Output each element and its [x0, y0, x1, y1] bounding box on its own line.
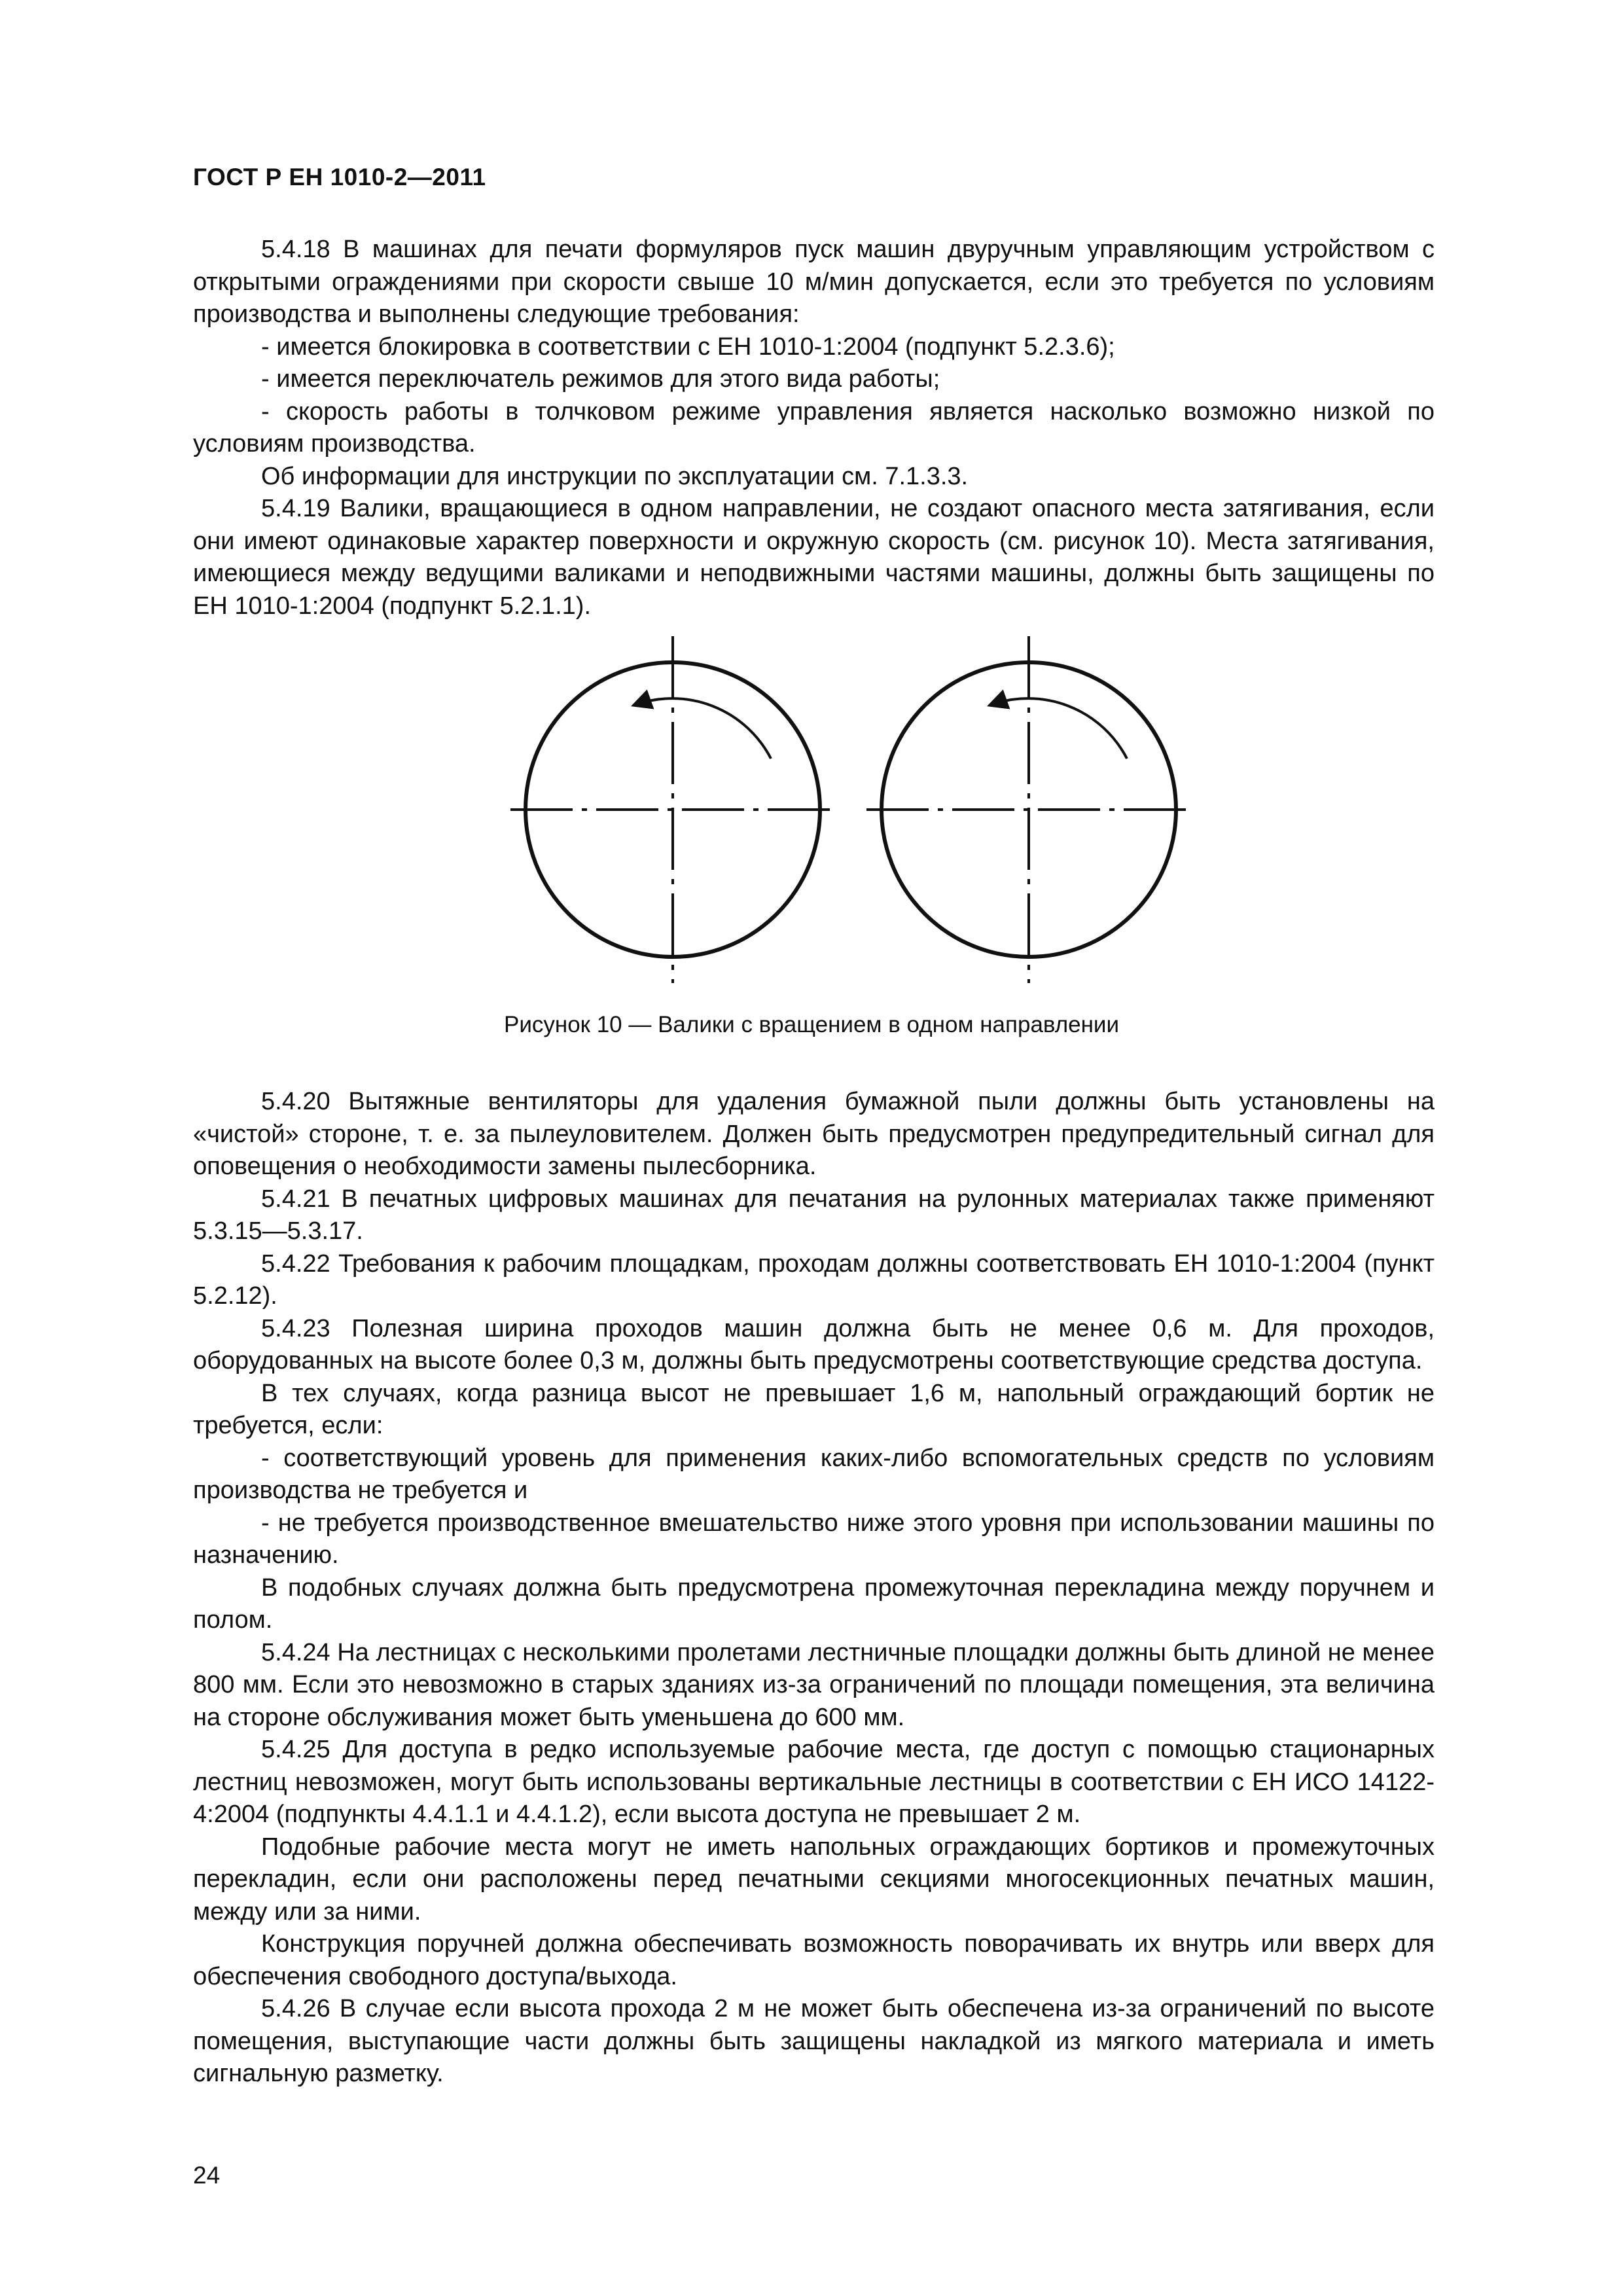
- list-item: - соответствующий уровень для применения каких-либо вспомогательных средств по условиям производства не требуется и: [193, 1444, 1435, 1504]
- paragraph-5-4-22: 5.4.22 Требования к рабочим площадкам, проходам должны соответствовать ЕН 1010-1:2004 (пункт 5.2.12).: [193, 1249, 1435, 1310]
- paragraph: Конструкция поручней должна обеспечивать возможность поворачивать их внутрь или вверх для обеспечения свободного доступа/выхода.: [193, 1930, 1435, 1990]
- paragraph: В подобных случаях должна быть предусмотрена промежуточная перекладина между поручнем и полом.: [193, 1573, 1435, 1634]
- paragraph-5-4-20: 5.4.20 Вытяжные вентиляторы для удаления бумажной пыли должны быть установлены на «чистой» стороне, т. е. за пылеуловителем. Должен быть предусмотрен предупредительный сигнал для оповещения о необходимости замены пылесборника.: [193, 1088, 1435, 1180]
- paragraph: В тех случаях, когда разница высот не превышает 1,6 м, напольный ограждающий бортик не требуется, если:: [193, 1379, 1435, 1439]
- paragraph-note: Об информации для инструкции по эксплуатации см. 7.1.3.3.: [261, 462, 969, 490]
- list-item: - имеется переключатель режимов для этого вида работы;: [261, 365, 940, 393]
- paragraph-5-4-24: 5.4.24 На лестницах с несколькими пролетами лестничные площадки должны быть длиной не менее 800 мм. Если это невозможно в старых зданиях из-за ограничений по площади помещения, эта величина на стороне обслуживания может быть уменьшена до 600 мм.: [193, 1638, 1435, 1731]
- paragraph-5-4-19: 5.4.19 Валики, вращающиеся в одном направлении, не создают опасного места затягивания, если они имеют одинаковые характер поверхности и окружную скорость (см. рисунок 10). Места затягивания, имеющиеся между ведущими валиками и неподвижными частями машины, должны быть защищены по ЕН 1010-1:2004 (подпункт 5.2.1.1).: [193, 495, 1435, 620]
- rotation-arrow-left-icon: [635, 698, 771, 759]
- figure-caption: Рисунок 10 — Валики с вращением в одном направлении: [503, 1012, 1120, 1037]
- paragraph-5-4-21: 5.4.21 В печатных цифровых машинах для печатания на рулонных материалах также применяют 5.3.15—5.3.17.: [193, 1185, 1435, 1245]
- paragraph-5-4-23: 5.4.23 Полезная ширина проходов машин должна быть не менее 0,6 м. Для проходов, оборудованных на высоте более 0,3 м, должны быть предусмотрены соответствующие средства доступа.: [193, 1314, 1435, 1374]
- document-header: ГОСТ Р ЕН 1010-2—2011: [193, 164, 486, 190]
- page-number: 24: [193, 2162, 221, 2189]
- list-item: - не требуется производственное вмешательство ниже этого уровня при использовании машины по назначению.: [193, 1509, 1435, 1569]
- rotation-arrow-right-icon: [991, 698, 1127, 759]
- paragraph: Подобные рабочие места могут не иметь напольных ограждающих бортиков и промежуточных перекладин, если они расположены перед печатными секциями многосекционных печатных машин, между или за ними.: [193, 1833, 1435, 1926]
- two-rollers-same-rotation-diagram: [510, 636, 1194, 983]
- text-block-lower: [193, 1086, 1435, 2090]
- paragraph-5-4-25: 5.4.25 Для доступа в редко используемые рабочие места, где доступ с помощью стационарных лестниц невозможен, могут быть использованы вертикальные лестницы в соответствии с ЕН ИСО 14122-4:2004 (подпункты 4.4.1.1 и 4.4.1.2), если высота доступа не превышает 2 м.: [193, 1736, 1435, 1828]
- list-item: - имеется блокировка в соответствии с ЕН 1010-1:2004 (подпункт 5.2.3.6);: [261, 332, 1115, 361]
- text-block-upper: [193, 234, 1435, 622]
- centerlines: [510, 636, 1194, 983]
- paragraph-5-4-26: 5.4.26 В случае если высота прохода 2 м не может быть обеспечена из-за ограничений по высоте помещения, выступающие части должны быть защищены накладкой из мягкого материала и иметь сигнальную разметку.: [193, 1995, 1435, 2087]
- list-item: - скорость работы в толчковом режиме управления является насколько возможно низкой по условиям производства.: [193, 397, 1435, 457]
- paragraph-5-4-18: 5.4.18 В машинах для печати формуляров пуск машин двуручным управляющим устройством с открытыми ограждениями при скорости свыше 10 м/мин допускается, если это требуется по условиям производства и выполнены следующие требования:: [193, 236, 1435, 328]
